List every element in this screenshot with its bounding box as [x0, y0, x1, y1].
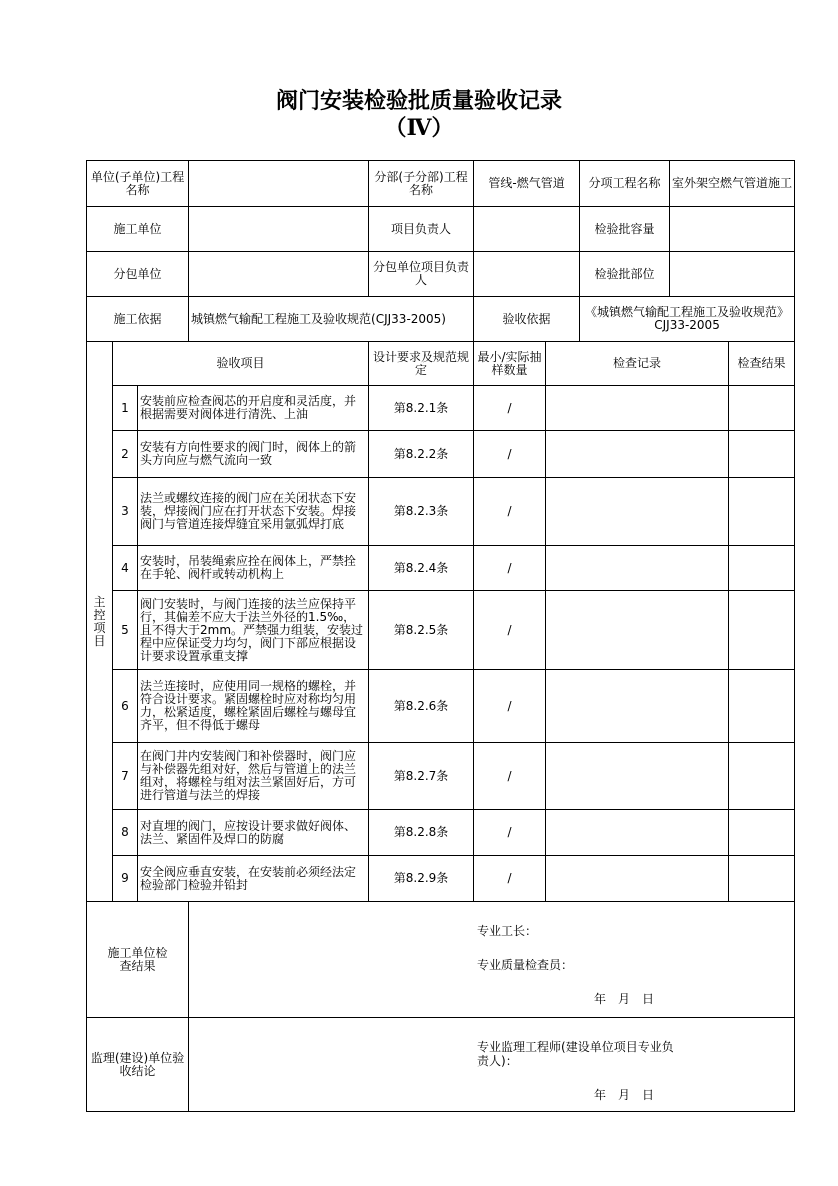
column-check-record: 检查记录 [546, 342, 729, 386]
title-line-2: （Ⅳ） [384, 115, 454, 141]
item-number: 4 [113, 546, 138, 591]
header-row-unit [87, 161, 795, 207]
item-record[interactable] [546, 478, 729, 546]
item-result[interactable] [729, 431, 795, 478]
item-description: 对直埋的阀门，应按设计要求做好阀体、法兰、紧固件及焊口的防腐 [138, 810, 369, 856]
column-header-row [87, 342, 795, 386]
item-description: 法兰或螺纹连接的阀门应在关闭状态下安装，焊接阀门应在打开状态下安装。焊接阀门与管道连接焊缝宜采用氩弧焊打底 [138, 478, 369, 546]
item-name-label: 分项工程名称 [580, 161, 670, 207]
column-sample-count: 最小/实际抽样数量 [474, 342, 546, 386]
batch-capacity-value[interactable] [670, 207, 795, 252]
item-name-value[interactable]: 室外架空燃气管道施工 [670, 161, 795, 207]
title-line-1: 阀门安装检验批质量验收记录 [275, 88, 562, 114]
item-description: 法兰连接时，应使用同一规格的螺栓，并符合设计要求。紧固螺栓时应对称均匀用力，松紧适度，螺栓紧固后螺栓与螺母宜齐平，但不得低于螺母 [138, 670, 369, 743]
main-control-items-label: 主控项目 [87, 342, 113, 902]
sub-project-manager-value[interactable] [474, 252, 580, 297]
batch-location-value[interactable] [670, 252, 795, 297]
item-spec: 第8.2.2条 [369, 431, 474, 478]
item-spec: 第8.2.6条 [369, 670, 474, 743]
item-result[interactable] [729, 546, 795, 591]
item-sample[interactable]: / [474, 670, 546, 743]
item-number: 7 [113, 743, 138, 810]
item-description: 阀门安装时，与阀门连接的法兰应保持平行，其偏差不应大于法兰外径的1.5‰，且不得大于2mm。严禁强力组装，安装过程中应保证受力均匀，阀门下部应根据设计要求设置承重支撑 [138, 591, 369, 670]
item-result[interactable] [729, 478, 795, 546]
unit-name-label: 单位(子单位)工程名称 [87, 161, 189, 207]
construction-basis-label: 施工依据 [87, 297, 189, 342]
date-label-2: 年 月 日 [594, 1088, 655, 1102]
item-spec: 第8.2.3条 [369, 478, 474, 546]
subdivision-name-label: 分部(子分部)工程名称 [369, 161, 474, 207]
contractor-check-label: 施工单位检查结果 [87, 902, 189, 1018]
project-manager-value[interactable] [474, 207, 580, 252]
item-result[interactable] [729, 670, 795, 743]
item-spec: 第8.2.5条 [369, 591, 474, 670]
contractor-check-row [87, 902, 795, 1018]
table-row [87, 591, 795, 670]
contractor-check-area[interactable] [189, 902, 795, 1018]
item-sample[interactable]: / [474, 431, 546, 478]
item-description: 安装时，吊装绳索应拴在阀体上，严禁拴在手轮、阀杆或转动机构上 [138, 546, 369, 591]
construction-basis-value[interactable]: 城镇燃气输配工程施工及验收规范(CJJ33-2005) [189, 297, 474, 342]
item-record[interactable] [546, 670, 729, 743]
supervisor-engineer-label: 专业监理工程师(建设单位项目专业负责人)： [477, 1040, 674, 1068]
item-record[interactable] [546, 386, 729, 431]
table-row [87, 478, 795, 546]
item-record[interactable] [546, 431, 729, 478]
item-description: 安装有方向性要求的阀门时，阀体上的箭头方向应与燃气流向一致 [138, 431, 369, 478]
supervisor-conclusion-area[interactable] [189, 1018, 795, 1112]
item-record[interactable] [546, 591, 729, 670]
contractor-value[interactable] [189, 207, 369, 252]
item-spec: 第8.2.7条 [369, 743, 474, 810]
header-row-contractor [87, 207, 795, 252]
item-sample[interactable]: / [474, 546, 546, 591]
item-sample[interactable]: / [474, 810, 546, 856]
table-row [87, 670, 795, 743]
document-title [0, 88, 838, 142]
header-row-subcontractor [87, 252, 795, 297]
supervisor-row [87, 1018, 795, 1112]
subcontractor-value[interactable] [189, 252, 369, 297]
subdivision-name-value[interactable]: 管线-燃气管道 [474, 161, 580, 207]
qc-inspector-label: 专业质量检查员： [477, 958, 574, 972]
item-result[interactable] [729, 591, 795, 670]
item-sample[interactable]: / [474, 743, 546, 810]
sub-project-manager-label: 分包单位项目负责人 [369, 252, 474, 297]
column-item: 验收项目 [113, 342, 369, 386]
item-record[interactable] [546, 743, 729, 810]
batch-location-label: 检验批部位 [580, 252, 670, 297]
item-spec: 第8.2.1条 [369, 386, 474, 431]
column-design-spec: 设计要求及规范规定 [369, 342, 474, 386]
table-row [87, 743, 795, 810]
item-sample[interactable]: / [474, 856, 546, 902]
foreman-label: 专业工长： [477, 924, 538, 938]
item-number: 3 [113, 478, 138, 546]
item-spec: 第8.2.9条 [369, 856, 474, 902]
item-result[interactable] [729, 810, 795, 856]
table-row [87, 386, 795, 431]
unit-name-value[interactable] [189, 161, 369, 207]
item-result[interactable] [729, 856, 795, 902]
item-record[interactable] [546, 810, 729, 856]
item-description: 在阀门井内安装阀门和补偿器时，阀门应与补偿器先组对好，然后与管道上的法兰组对，将螺栓与组对法兰紧固好后，方可进行管道与法兰的焊接 [138, 743, 369, 810]
item-number: 1 [113, 386, 138, 431]
item-number: 6 [113, 670, 138, 743]
item-number: 9 [113, 856, 138, 902]
item-number: 2 [113, 431, 138, 478]
item-number: 5 [113, 591, 138, 670]
supervisor-label: 监理(建设)单位验收结论 [87, 1018, 189, 1112]
item-result[interactable] [729, 386, 795, 431]
inspection-record-table [86, 160, 795, 1112]
table-row [87, 856, 795, 902]
contractor-label: 施工单位 [87, 207, 189, 252]
date-label-1: 年 月 日 [594, 992, 655, 1006]
item-spec: 第8.2.4条 [369, 546, 474, 591]
item-number: 8 [113, 810, 138, 856]
column-check-result: 检查结果 [729, 342, 795, 386]
item-spec: 第8.2.8条 [369, 810, 474, 856]
subcontractor-label: 分包单位 [87, 252, 189, 297]
acceptance-basis-label: 验收依据 [474, 297, 580, 342]
header-row-basis [87, 297, 795, 342]
item-record[interactable] [546, 546, 729, 591]
project-manager-label: 项目负责人 [369, 207, 474, 252]
table-row [87, 546, 795, 591]
item-sample[interactable]: / [474, 478, 546, 546]
batch-capacity-label: 检验批容量 [580, 207, 670, 252]
item-sample[interactable]: / [474, 386, 546, 431]
item-description: 安全阀应垂直安装，在安装前必须经法定检验部门检验并铅封 [138, 856, 369, 902]
item-result[interactable] [729, 743, 795, 810]
table-row [87, 431, 795, 478]
table-row [87, 810, 795, 856]
item-sample[interactable]: / [474, 591, 546, 670]
item-description: 安装前应检查阀芯的开启度和灵活度，并根据需要对阀体进行清洗、上油 [138, 386, 369, 431]
item-record[interactable] [546, 856, 729, 902]
acceptance-basis-value[interactable]: 《城镇燃气输配工程施工及验收规范》CJJ33-2005 [580, 297, 795, 342]
